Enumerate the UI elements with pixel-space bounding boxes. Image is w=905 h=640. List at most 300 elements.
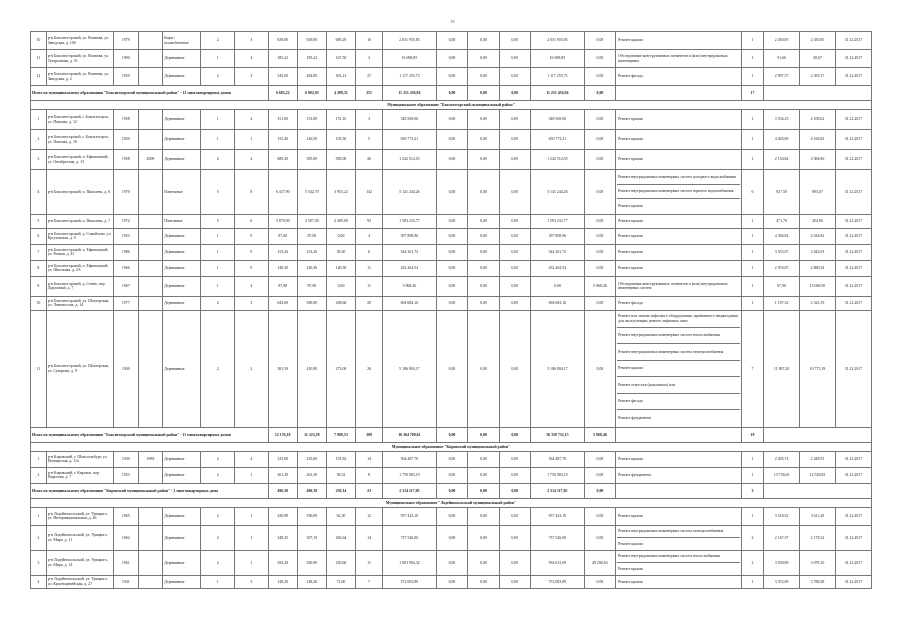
wall-material-cell: Деревянные [163,467,201,483]
premises-area-cell: 153,26 [297,244,326,260]
fund-cell: 0,00 [436,276,467,296]
total-area-cell: 348,35 [268,525,297,550]
fund-cell: 0,00 [436,130,467,150]
work-type-item: Ремонт внутридомовых инженерных систем электроснабжения [617,526,740,538]
total-cost-cell: 16 698,85 [382,50,436,68]
deadline-cell: 31.12.2017 [835,296,871,310]
premises-area-cell: 5 542,70 [297,170,326,215]
address-cell: р-н Бокситогорский, п. Пикалево, д. 7 [46,214,113,228]
residents-cell: 142 [356,170,383,215]
entrances-cell: 3 [235,296,269,310]
wall-material-cell: Деревянные [163,50,201,68]
entrances-cell: 4 [235,276,269,296]
local-budget-cell: 0,00 [499,276,530,296]
floors-cell: 1 [201,244,235,260]
fund-cell: 0,00 [436,150,467,170]
fund-cell: 0,00 [436,575,467,588]
year-reconstruction-cell [138,170,163,215]
row-number-cell: 2 [31,467,47,483]
table-row [31,68,872,86]
residential-area-cell: 58,20 [326,244,355,260]
row-number-cell: 1 [31,110,47,130]
wall-material-cell: Деревянные [163,296,201,310]
row-number-cell: 12 [31,68,47,86]
table-row [31,32,872,50]
premises-area-cell: 484,00 [297,68,326,86]
works-count-cell: 1 [741,214,763,228]
address-cell: р-н Бокситогорский, г. Бокситогорск, ул. Павлова, д. 16 [46,130,113,150]
residents-cell: 12 [356,507,383,525]
unit-cost-cell: 11 897,20 [764,310,800,427]
section-total-count: 19 [741,427,763,442]
works-count-cell: 1 [741,276,763,296]
section-total-value: 6 002,05 [297,86,326,101]
regional-budget-cell: 0,00 [468,467,499,483]
entrances-cell: 8 [235,170,269,215]
row-number-cell: 1 [31,451,47,467]
residential-area-cell: 458,60 [326,296,355,310]
regional-budget-cell: 0,00 [468,214,499,228]
floors-cell: 2 [201,550,235,575]
year-reconstruction-cell [138,244,163,260]
works-count-cell: 1 [741,110,763,130]
wall-material-cell: Деревянные [163,575,201,588]
owners-funds-cell: 1 583 233,77 [530,214,584,228]
year-reconstruction-cell [138,214,163,228]
premises-area-cell: 261,30 [297,467,326,483]
year-built-cell: 1962 [113,525,138,550]
works-count-cell: 1 [741,150,763,170]
row-number-cell: 4 [31,575,47,588]
other-funds-cell: 0,00 [584,130,615,150]
work-type-item: Ремонт фундамента [618,473,652,478]
address-cell: р-н Бокситогорский, п. Ефимовский, ул. Октябрьская, д. 13 [46,150,113,170]
work-type-item: Ремонт крыши [618,514,643,519]
works-count-cell: 1 [741,50,763,68]
work-type-item: Ремонт крыши [618,266,643,271]
wall-material-cell: Деревянные [163,228,201,244]
wall-material-cell: Деревянные [163,110,201,130]
works-count-cell: 1 [741,68,763,86]
year-built-cell: 1959 [113,68,138,86]
year-reconstruction-cell [138,110,163,130]
max-unit-cost-cell: 15 068,50 [800,276,836,296]
local-budget-cell: 0,00 [499,550,530,575]
entrances-cell: 1 [235,525,269,550]
work-type-item: Ремонт крыши [618,117,643,122]
owners-funds-cell: 0,00 [530,276,584,296]
wall-material-cell: Панельные [163,214,201,228]
section-total-value: 7 908,53 [326,427,355,442]
work-type-item: Ремонт крыши [618,250,643,255]
row-number-cell: 3 [31,150,47,170]
entrances-cell: 0 [235,244,269,260]
works-count-cell: 2 [741,525,763,550]
address-cell: р-н Бокситогорский, ул. Воинова, ул. Заводская, д. 2 [46,68,113,86]
row-number-cell: 6 [31,228,47,244]
residential-area-cell: 72,00 [326,575,355,588]
year-built-cell: 1990 [113,50,138,68]
table-row [31,467,872,483]
regional-budget-cell: 0,00 [468,68,499,86]
table-row [31,507,872,525]
premises-area-cell: 87,90 [297,276,326,296]
entrances-cell: 2 [235,110,269,130]
local-budget-cell: 0,00 [499,507,530,525]
total-cost-cell: 5 968,46 [382,276,436,296]
total-cost-cell: 694 684,16 [382,296,436,310]
residents-cell: 93 [356,214,383,228]
section-total-row [31,86,872,101]
works-count-cell: 1 [741,32,763,50]
wall-material-cell: Деревянные [163,150,201,170]
row-number-cell: 7 [31,244,47,260]
wall-material-cell: Деревянные [163,244,201,260]
premises-area-cell: 580,00 [297,296,326,310]
section-total-empty [764,483,872,498]
local-budget-cell: 0,00 [499,110,530,130]
section-total-empty [616,483,742,498]
work-type-item: Ремонт фасада [618,74,643,79]
max-unit-cost-cell: 895,67 [800,170,836,215]
table-row [31,50,872,68]
fund-cell: 0,00 [436,214,467,228]
total-area-cell: 185,22 [268,50,297,68]
residential-area-cell: 3 953,22 [326,170,355,215]
residential-area-cell: 167,50 [326,50,355,68]
fund-cell: 0,00 [436,68,467,86]
fund-cell: 0,00 [436,32,467,50]
section-total-value: 0,00 [499,427,530,442]
owners-funds-cell: 572 003,89 [530,575,584,588]
owners-funds-cell: 1 242 514,55 [530,150,584,170]
regional-budget-cell: 0,00 [468,150,499,170]
other-funds-cell: 0,00 [584,467,615,483]
local-budget-cell: 0,00 [499,32,530,50]
total-area-cell: 689,20 [268,150,297,170]
year-built-cell: 1920 [113,130,138,150]
section-total-row [31,483,872,498]
work-type-item: Ремонт крыши [618,234,643,239]
unit-cost-cell: 4 584,84 [764,228,800,244]
works-list-cell [616,244,742,260]
work-type-item: Обследование конструктивных элементов и (или) внутридомовых инженерных систем [618,281,728,291]
unit-cost-cell: 3 518,52 [764,507,800,525]
total-area-cell: 929,00 [268,32,297,50]
total-area-cell: 381,50 [268,310,297,427]
premises-area-cell: 929,00 [297,32,326,50]
max-unit-cost-cell: 10 771,19 [800,310,836,427]
max-unit-cost-cell: 28,67 [800,50,836,68]
table-row [31,214,872,228]
other-funds-cell: 0,00 [584,507,615,525]
entrances-cell: 2 [235,68,269,86]
local-budget-cell: 0,00 [499,467,530,483]
year-reconstruction-cell [138,228,163,244]
residents-cell: 5 [356,130,383,150]
owners-funds-cell: 954 613,69 [530,550,584,575]
local-budget-cell: 0,00 [499,451,530,467]
total-cost-cell: 432 264,54 [382,260,436,276]
work-type-item: Ремонт или замена лифтового оборудования, признанного непригодным для эксплуатации, ремонт лифтовых шахт [617,311,740,328]
section-total-value: 250,14 [326,483,355,498]
section-total-value: 0,00 [436,86,467,101]
deadline-cell: 31.12.2017 [835,32,871,50]
total-area-cell: 235,00 [268,451,297,467]
residential-area-cell: 401,21 [326,68,355,86]
residential-area-cell: 62,30 [326,507,355,525]
other-funds-cell: 0,00 [584,68,615,86]
works-count-cell: 1 [741,228,763,244]
total-area-cell: 643,60 [268,296,297,310]
floors-cell: 2 [201,150,235,170]
total-area-cell: 320,98 [268,507,297,525]
residents-cell: 7 [356,575,383,588]
table-row [31,170,872,215]
regional-budget-cell: 0,00 [468,50,499,68]
unit-cost-cell: 927,50 [764,170,800,215]
deadline-cell: 31.12.2017 [835,150,871,170]
year-built-cell: 1930 [113,451,138,467]
total-area-cell: 394,30 [268,550,297,575]
other-funds-cell: 0,00 [584,32,615,50]
section-total-value: 23 [356,483,383,498]
fund-cell: 0,00 [436,170,467,215]
fund-cell: 0,00 [436,451,467,467]
deadline-cell: 31.12.2017 [835,228,871,244]
total-area-cell: 153,26 [268,244,297,260]
works-count-cell: 2 [741,550,763,575]
address-cell: р-н Бокситогорский, г. Бокситогорск, ул. Павлова, д. 12 [46,110,113,130]
total-area-cell: 261,30 [268,467,297,483]
other-funds-cell: 0,00 [584,244,615,260]
unit-cost-cell: 2 154,84 [764,150,800,170]
section-total-value: 0,00 [499,86,530,101]
year-reconstruction-cell [138,310,163,427]
regional-budget-cell: 0,00 [468,32,499,50]
owners-funds-cell: 1 750 083,19 [530,467,584,483]
owners-funds-cell: 432 264,54 [530,260,584,276]
max-unit-cost-cell: 2 084,86 [800,150,836,170]
regional-budget-cell: 0,00 [468,310,499,427]
max-unit-cost-cell: 2 880,54 [800,260,836,276]
fund-cell: 0,00 [436,507,467,525]
total-area-cell: 545,00 [268,68,297,86]
floors-cell: 2 [201,467,235,483]
total-cost-cell: 957 423,10 [382,507,436,525]
max-unit-cost-cell: 2 450,85 [800,32,836,50]
unit-cost-cell: 2 997,57 [764,68,800,86]
local-budget-cell: 0,00 [499,260,530,276]
total-area-cell: 6 437,90 [268,170,297,215]
repair-program-table [30,31,872,589]
total-area-cell: 148,20 [268,575,297,588]
work-type-item: Ремонт фасада [618,301,643,306]
residents-cell: 14 [356,525,383,550]
year-built-cell: 1986 [113,244,138,260]
regional-budget-cell: 0,00 [468,575,499,588]
entrances-cell: 1 [235,130,269,150]
floors-cell: 1 [201,276,235,296]
entrances-cell: 4 [235,50,269,68]
year-built-cell: 1949 [113,310,138,427]
premises-area-cell: 410,90 [297,310,326,427]
year-built-cell: 1953 [113,228,138,244]
address-cell: р-н Бокситогорский, п. Ефимовский, ул. Школьная, д. 2А [46,260,113,276]
residents-cell: 16 [356,32,383,50]
works-count-cell: 1 [741,130,763,150]
max-unit-cost-cell: 12 528,83 [800,467,836,483]
unit-cost-cell: 471,70 [764,214,800,228]
works-count-cell: 1 [741,296,763,310]
total-area-cell: 87,00 [268,228,297,244]
works-list-cell [616,575,742,588]
other-funds-cell: 0,00 [584,170,615,215]
year-built-cell: 1958 [113,150,138,170]
max-unit-cost-cell: 3 442,03 [800,244,836,260]
premises-area-cell: 151,00 [297,110,326,130]
residents-cell: 11 [356,260,383,276]
work-type-item: Ремонт крыши [618,219,643,224]
unit-cost-cell: 3 039,89 [764,550,800,575]
residential-area-cell: 140,30 [326,260,355,276]
works-count-cell: 7 [741,310,763,427]
entrances-cell: 4 [235,451,269,467]
section-total-value: 2 314 117,05 [530,483,584,498]
table-row [31,451,872,467]
local-budget-cell: 0,00 [499,50,530,68]
floors-cell: 1 [201,50,235,68]
work-type-item: Ремонт внутридомовых инженерных систем холодного водоснабжения [617,170,740,185]
year-built-cell: 1953 [113,467,138,483]
fund-cell: 0,00 [436,467,467,483]
deadline-cell: 31.12.2017 [835,170,871,215]
local-budget-cell: 0,00 [499,575,530,588]
other-funds-cell: 0,00 [584,150,615,170]
local-budget-cell: 0,00 [499,130,530,150]
work-type-item: Ремонт внутридомовых инженерных систем теплоснабжения [617,328,740,345]
works-list-cell [616,214,742,228]
entrances-cell: 1 [235,507,269,525]
other-funds-cell: 0,00 [584,575,615,588]
owners-funds-cell: 5 186 804,17 [530,310,584,427]
total-cost-cell: 572 003,89 [382,575,436,588]
table-row [31,310,872,427]
floors-cell: 1 [201,130,235,150]
address-cell: р-н Лодейнопольский, ул. Урицкого, ул. Мира, д. 11 [46,525,113,550]
owners-funds-cell: 564 487,70 [530,451,584,467]
year-built-cell: 1972 [113,214,138,228]
section-total-count: 17 [741,86,763,101]
premises-area-cell: 190,08 [297,507,326,525]
year-reconstruction-cell [138,50,163,68]
section-total-value: 2 314 117,05 [382,483,436,498]
row-number-cell: 10 [31,296,47,310]
local-budget-cell: 0,00 [499,68,530,86]
total-cost-cell: 548 569,06 [382,110,436,130]
residents-cell: 8 [356,467,383,483]
year-reconstruction-cell: 1983 [138,451,163,467]
regional-budget-cell: 0,00 [468,130,499,150]
row-number-cell: 8 [31,260,47,276]
entrances-cell: 0 [235,260,269,276]
total-cost-cell: 544 301,72 [382,244,436,260]
residents-cell: 14 [356,451,383,467]
deadline-cell: 31.12.2017 [835,451,871,467]
premises-area-cell: 307,19 [297,525,326,550]
total-area-cell: 155,40 [268,130,297,150]
local-budget-cell: 0,00 [499,525,530,550]
floors-cell: 2 [201,296,235,310]
max-unit-cost-cell: 2 428,91 [800,451,836,467]
year-reconstruction-cell [138,68,163,86]
owners-funds-cell: 737 526,00 [530,525,584,550]
total-cost-cell: 2 031 955,85 [382,32,436,50]
deadline-cell: 31.12.2017 [835,130,871,150]
premises-area-cell: 235,00 [297,451,326,467]
year-built-cell: 1970 [113,170,138,215]
address-cell: р-н Бокситогорский, ул. Шахтерская, ул. Суворова, д. 9 [46,310,113,427]
table-row [31,260,872,276]
total-cost-cell: 564 487,70 [382,451,436,467]
year-reconstruction-cell [138,276,163,296]
section-total-value: 251 [356,86,383,101]
residential-area-cell: 105,50 [326,130,355,150]
residents-cell: 26 [356,150,383,170]
unit-cost-cell: 2 450,85 [764,32,800,50]
residential-area-cell: 151,10 [326,110,355,130]
floors-cell: 1 [201,228,235,244]
entrances-cell: 2 [235,310,269,427]
unit-cost-cell: 91,66 [764,50,800,68]
max-unit-cost-cell: 2 325,19 [800,296,836,310]
deadline-cell: 31.12.2017 [835,214,871,228]
section-total-empty [764,427,872,442]
premises-area-cell: 185,22 [297,50,326,68]
deadline-cell: 31.12.2017 [835,575,871,588]
works-list-cell [616,150,742,170]
residential-area-cell: 0,00 [326,228,355,244]
year-reconstruction-cell [138,32,163,50]
total-cost-cell: 397 808,96 [382,228,436,244]
unit-cost-cell: 2 976,87 [764,260,800,276]
year-reconstruction-cell [138,130,163,150]
local-budget-cell: 0,00 [499,296,530,310]
year-reconstruction-cell [138,507,163,525]
deadline-cell: 31.12.2017 [835,68,871,86]
owners-funds-cell: 5 141 244,26 [530,170,584,215]
max-unit-cost-cell: 4 344,82 [800,228,836,244]
works-list-cell [616,130,742,150]
owners-funds-cell: 397 808,96 [530,228,584,244]
total-cost-cell: 1 242 514,55 [382,150,436,170]
work-type-item: Ремонт крыши [618,566,643,571]
other-funds-cell: 0,00 [584,228,615,244]
total-cost-cell: 1 583 233,77 [382,214,436,228]
works-count-cell: 1 [741,451,763,467]
floors-cell: 1 [201,575,235,588]
section-total-value: 4 289,31 [326,86,355,101]
row-number-cell: 5 [31,214,47,228]
owners-funds-cell: 957 423,10 [530,507,584,525]
address-cell: р-н Бокситогорский, д. Самойлово, ул. Кутузовская, д. 9 [46,228,113,244]
deadline-cell: 31.12.2017 [835,110,871,130]
entrances-cell: 3 [235,32,269,50]
section-total-value: 0,00 [499,483,530,498]
unit-cost-cell: 67,90 [764,276,800,296]
local-budget-cell: 0,00 [499,150,530,170]
local-budget-cell: 0,00 [499,310,530,427]
